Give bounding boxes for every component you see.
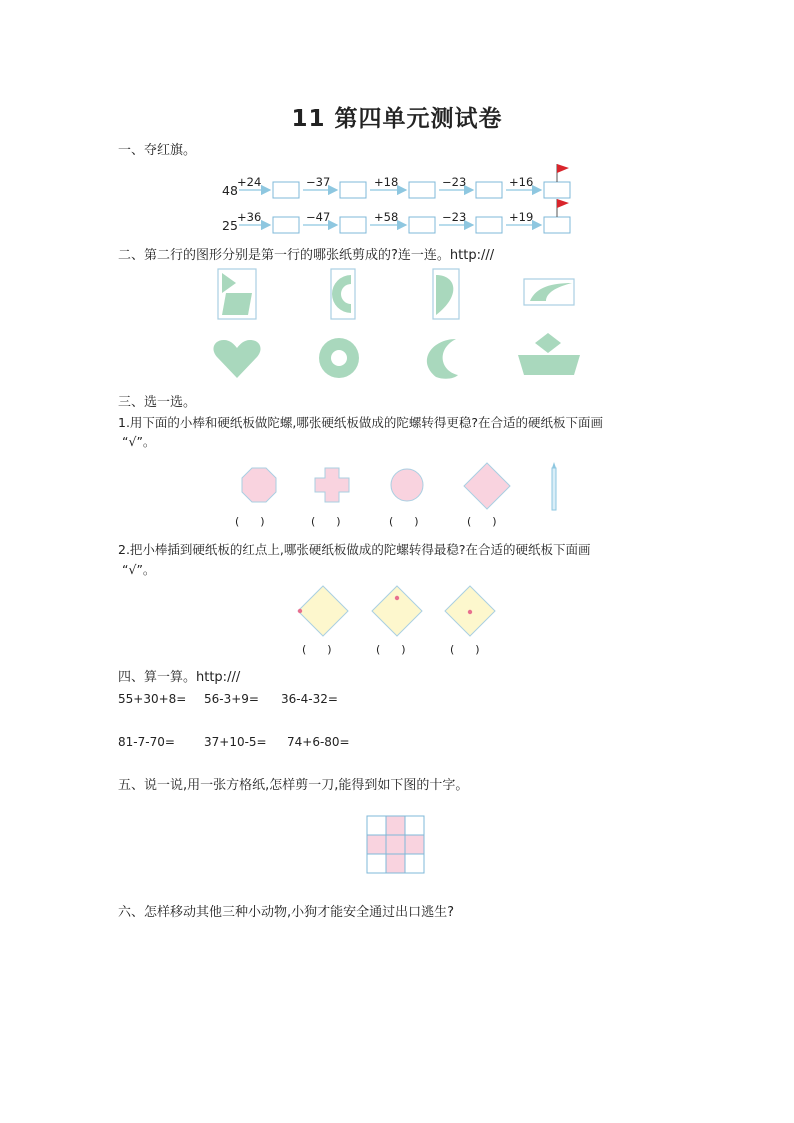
calc-item: 81-7-70= bbox=[118, 735, 175, 749]
section3-heading: 三、选一选。 bbox=[118, 395, 197, 410]
chain-op: +36 bbox=[237, 210, 262, 224]
heart-shape bbox=[213, 340, 260, 378]
answer-paren[interactable]: ( ) bbox=[467, 515, 497, 528]
page-title: 11 第四单元测试卷 bbox=[291, 106, 503, 132]
answer-box[interactable] bbox=[273, 217, 299, 233]
calc-item: 55+30+8= bbox=[118, 692, 187, 706]
answer-paren[interactable]: ( ) bbox=[235, 515, 265, 528]
cardboard-shapes-2 bbox=[290, 584, 510, 640]
octagon-board bbox=[242, 468, 276, 502]
chain-op: −37 bbox=[306, 175, 331, 189]
paper-2 bbox=[331, 269, 355, 319]
yellow-board-1 bbox=[298, 586, 348, 636]
question-3-2-text: 2.把小棒插到硬纸板的红点上,哪张硬纸板做成的陀螺转得最稳?在合适的硬纸板下面画 bbox=[118, 542, 591, 557]
answer-paren[interactable]: ( ) bbox=[302, 643, 332, 656]
chain-op: +24 bbox=[237, 175, 262, 189]
answer-box[interactable] bbox=[409, 182, 435, 198]
answer-paren[interactable]: ( ) bbox=[376, 643, 406, 656]
chain-op: +19 bbox=[509, 210, 534, 224]
yellow-board-2 bbox=[372, 586, 422, 636]
chain-op: +18 bbox=[374, 175, 399, 189]
flag-answer-box[interactable] bbox=[544, 182, 570, 198]
cross-grid-figure bbox=[366, 815, 426, 875]
chain-op: +16 bbox=[509, 175, 534, 189]
paper-3 bbox=[433, 269, 459, 319]
answer-box[interactable] bbox=[409, 217, 435, 233]
chain-op: −23 bbox=[442, 175, 467, 189]
question-3-1-text: 1.用下面的小棒和硬纸板做陀螺,哪张硬纸板做成的陀螺转得更稳?在合适的硬纸板下面画 bbox=[118, 415, 604, 430]
question-3-2-text-cont: “√”。 bbox=[122, 562, 156, 577]
yellow-board-3 bbox=[445, 586, 495, 636]
section6-heading: 六、怎样移动其他三种小动物,小狗才能安全通过出口逃生? bbox=[118, 905, 455, 920]
answer-box[interactable] bbox=[340, 217, 366, 233]
circle-board bbox=[391, 469, 423, 501]
red-flag-icon bbox=[557, 199, 569, 208]
calc-item: 36-4-32= bbox=[281, 692, 338, 706]
flag-chain-diagram bbox=[210, 160, 590, 242]
answer-box[interactable] bbox=[476, 182, 502, 198]
chain-op: +58 bbox=[374, 210, 399, 224]
answer-box[interactable] bbox=[340, 182, 366, 198]
red-dot bbox=[395, 596, 399, 600]
chain-op: −23 bbox=[442, 210, 467, 224]
answer-box[interactable] bbox=[273, 182, 299, 198]
stick-icon bbox=[552, 462, 556, 510]
section4-heading: 四、算一算。http:/// bbox=[118, 670, 241, 685]
red-dot bbox=[468, 610, 472, 614]
section5-heading: 五、说一说,用一张方格纸,怎样剪一刀,能得到如下图的十字。 bbox=[118, 778, 469, 793]
question-3-1-text-cont: “√”。 bbox=[122, 434, 156, 449]
answer-box[interactable] bbox=[476, 217, 502, 233]
calc-item: 74+6-80= bbox=[287, 735, 350, 749]
section2-heading: 二、第二行的图形分别是第一行的哪张纸剪成的?连一连。http:/// bbox=[118, 248, 495, 263]
calc-item: 37+10-5= bbox=[204, 735, 267, 749]
cardboard-shapes-1 bbox=[230, 460, 570, 512]
diamond-board bbox=[464, 463, 510, 509]
boat-shape bbox=[518, 333, 580, 375]
flag-answer-box[interactable] bbox=[544, 217, 570, 233]
answer-paren[interactable]: ( ) bbox=[389, 515, 419, 528]
red-dot bbox=[298, 609, 302, 613]
crescent-shape bbox=[427, 339, 458, 379]
red-flag-icon bbox=[557, 164, 569, 173]
chain-op: −47 bbox=[306, 210, 331, 224]
answer-paren[interactable]: ( ) bbox=[311, 515, 341, 528]
section1-heading: 一、夺红旗。 bbox=[118, 143, 197, 158]
chain-start-1: 48 bbox=[222, 183, 238, 198]
paper-1 bbox=[218, 269, 256, 319]
shape-matching-diagram bbox=[200, 265, 600, 385]
chain-start-2: 25 bbox=[222, 218, 238, 233]
paper-4 bbox=[524, 279, 574, 305]
cross-board bbox=[315, 468, 349, 502]
calc-item: 56-3+9= bbox=[204, 692, 259, 706]
answer-paren[interactable]: ( ) bbox=[450, 643, 480, 656]
